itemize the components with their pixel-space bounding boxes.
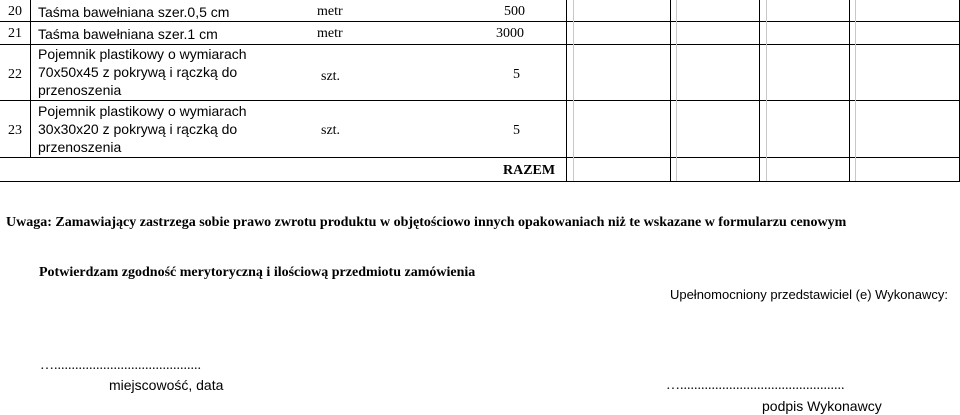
confirmation-text: Potwierdzam zgodność merytoryczną i ilościową przedmiotu zamówienia — [39, 265, 476, 280]
item-name-line: przenoszenia — [38, 139, 122, 155]
item-quantity: 500 — [504, 4, 525, 19]
row-number: 23 — [8, 123, 22, 138]
item-unit: metr — [317, 4, 343, 19]
item-name-line: 30x30x20 z pokrywą i rączką do — [38, 121, 238, 137]
item-name: Taśma bawełniana szer.1 cm — [38, 26, 218, 42]
item-quantity: 3000 — [496, 26, 524, 41]
item-name-line: 70x50x45 z pokrywą i rączką do — [38, 64, 238, 80]
item-unit: szt. — [321, 123, 341, 138]
item-name: Taśma bawełniana szer.0,5 cm — [38, 4, 230, 20]
item-name-line: Pojemnik plastikowy o wymiarach — [38, 46, 247, 62]
item-unit: metr — [317, 26, 343, 41]
place-date-dots: ….......................................... — [40, 358, 201, 373]
item-unit: szt. — [321, 69, 341, 84]
place-date-label: miejscowość, data — [109, 377, 224, 393]
row-number: 21 — [8, 26, 22, 41]
item-quantity: 5 — [513, 67, 520, 82]
item-name-line: Pojemnik plastikowy o wymiarach — [38, 103, 247, 119]
representative-label: Upełnomocniony przedstawiciel (e) Wykonawcy: — [669, 287, 948, 302]
row-number: 22 — [8, 67, 22, 82]
signature-label: podpis Wykonawcy — [762, 398, 882, 414]
item-name-line: przenoszenia — [38, 82, 122, 98]
signature-dots: …............................................... — [666, 378, 845, 393]
row-number: 20 — [8, 4, 22, 19]
item-quantity: 5 — [513, 123, 520, 138]
note-text: Uwaga: Zamawiający zastrzega sobie prawo zwrotu produktu w objętościowo innych opakowaniach niż te wskazane w formularzu cenowym — [6, 215, 847, 230]
total-label: RAZEM — [503, 163, 556, 178]
